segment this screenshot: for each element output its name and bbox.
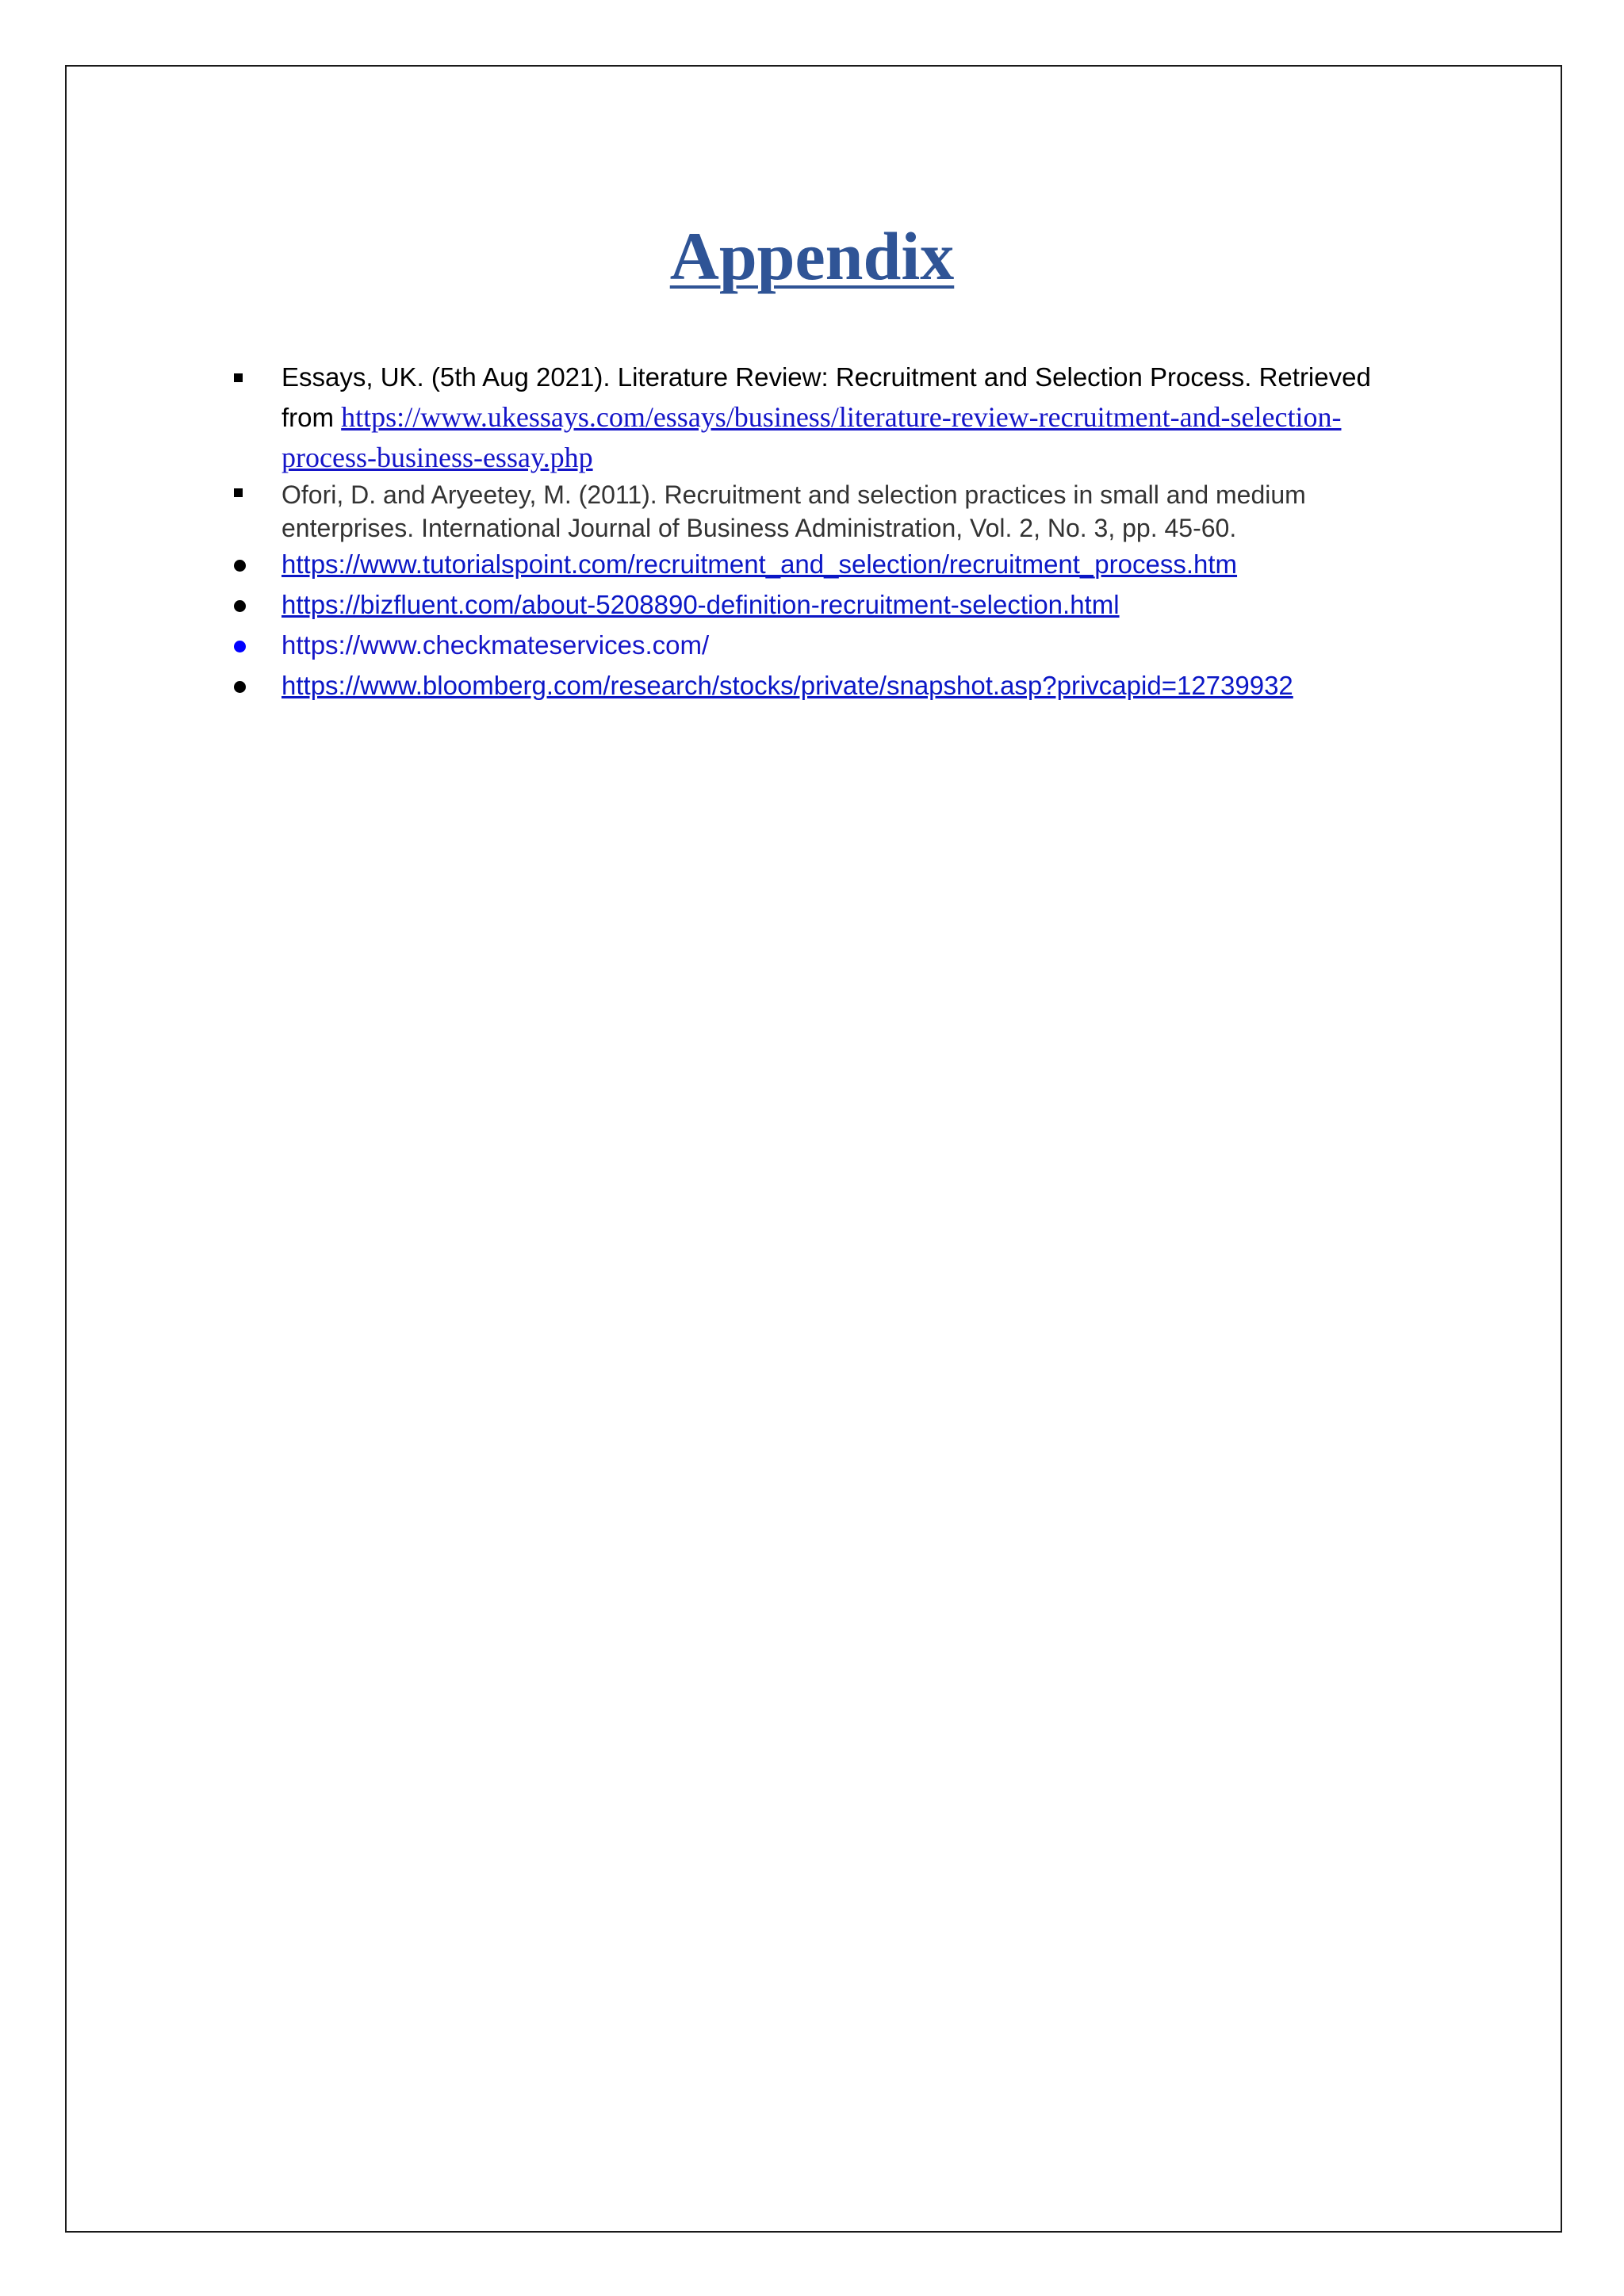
list-item: [282, 626, 1423, 665]
bullet-icon: [234, 560, 246, 572]
list-item: [282, 358, 1423, 478]
page-title: [0, 212, 1624, 300]
link-tutorialspoint[interactable]: https://www.tutorialspoint.com/recruitment_and_selection/recruitment_process.htm: [282, 549, 1238, 579]
reference-text: Ofori, D. and Aryeetey, M. (2011). Recruitment and selection practices in small and medium: [282, 480, 1306, 509]
reference-link[interactable]: https://www.ukessays.com/essays/business/literature-review-recruitment-and-selection-: [341, 401, 1342, 433]
list-item: [282, 545, 1423, 584]
list-item: [282, 585, 1423, 625]
link-bizfluent[interactable]: https://bizfluent.com/about-5208890-definition-recruitment-selection.html: [282, 590, 1120, 619]
square-bullet-icon: [234, 373, 243, 382]
list-item: [282, 478, 1423, 545]
page-title-text: Appendix: [669, 218, 955, 294]
link-checkmateservices[interactable]: https://www.checkmateservices.com/: [282, 630, 710, 660]
square-bullet-icon: [234, 488, 243, 497]
reference-link-continued[interactable]: process-business-essay.php: [282, 442, 593, 473]
reference-text-continued: enterprises. International Journal of Business Administration, Vol. 2, No. 3, pp. 45-60.: [282, 514, 1237, 542]
link-bloomberg[interactable]: https://www.bloomberg.com/research/stocks/private/snapshot.asp?privcapid=12739932: [282, 671, 1293, 700]
bullet-icon: [234, 600, 246, 612]
reference-text: Essays, UK. (5th Aug 2021). Literature Review: Recruitment and Selection Process. Retrieved from: [282, 362, 1371, 432]
bullet-icon: [234, 641, 246, 652]
bullet-icon: [234, 681, 246, 693]
list-item: [282, 666, 1423, 706]
